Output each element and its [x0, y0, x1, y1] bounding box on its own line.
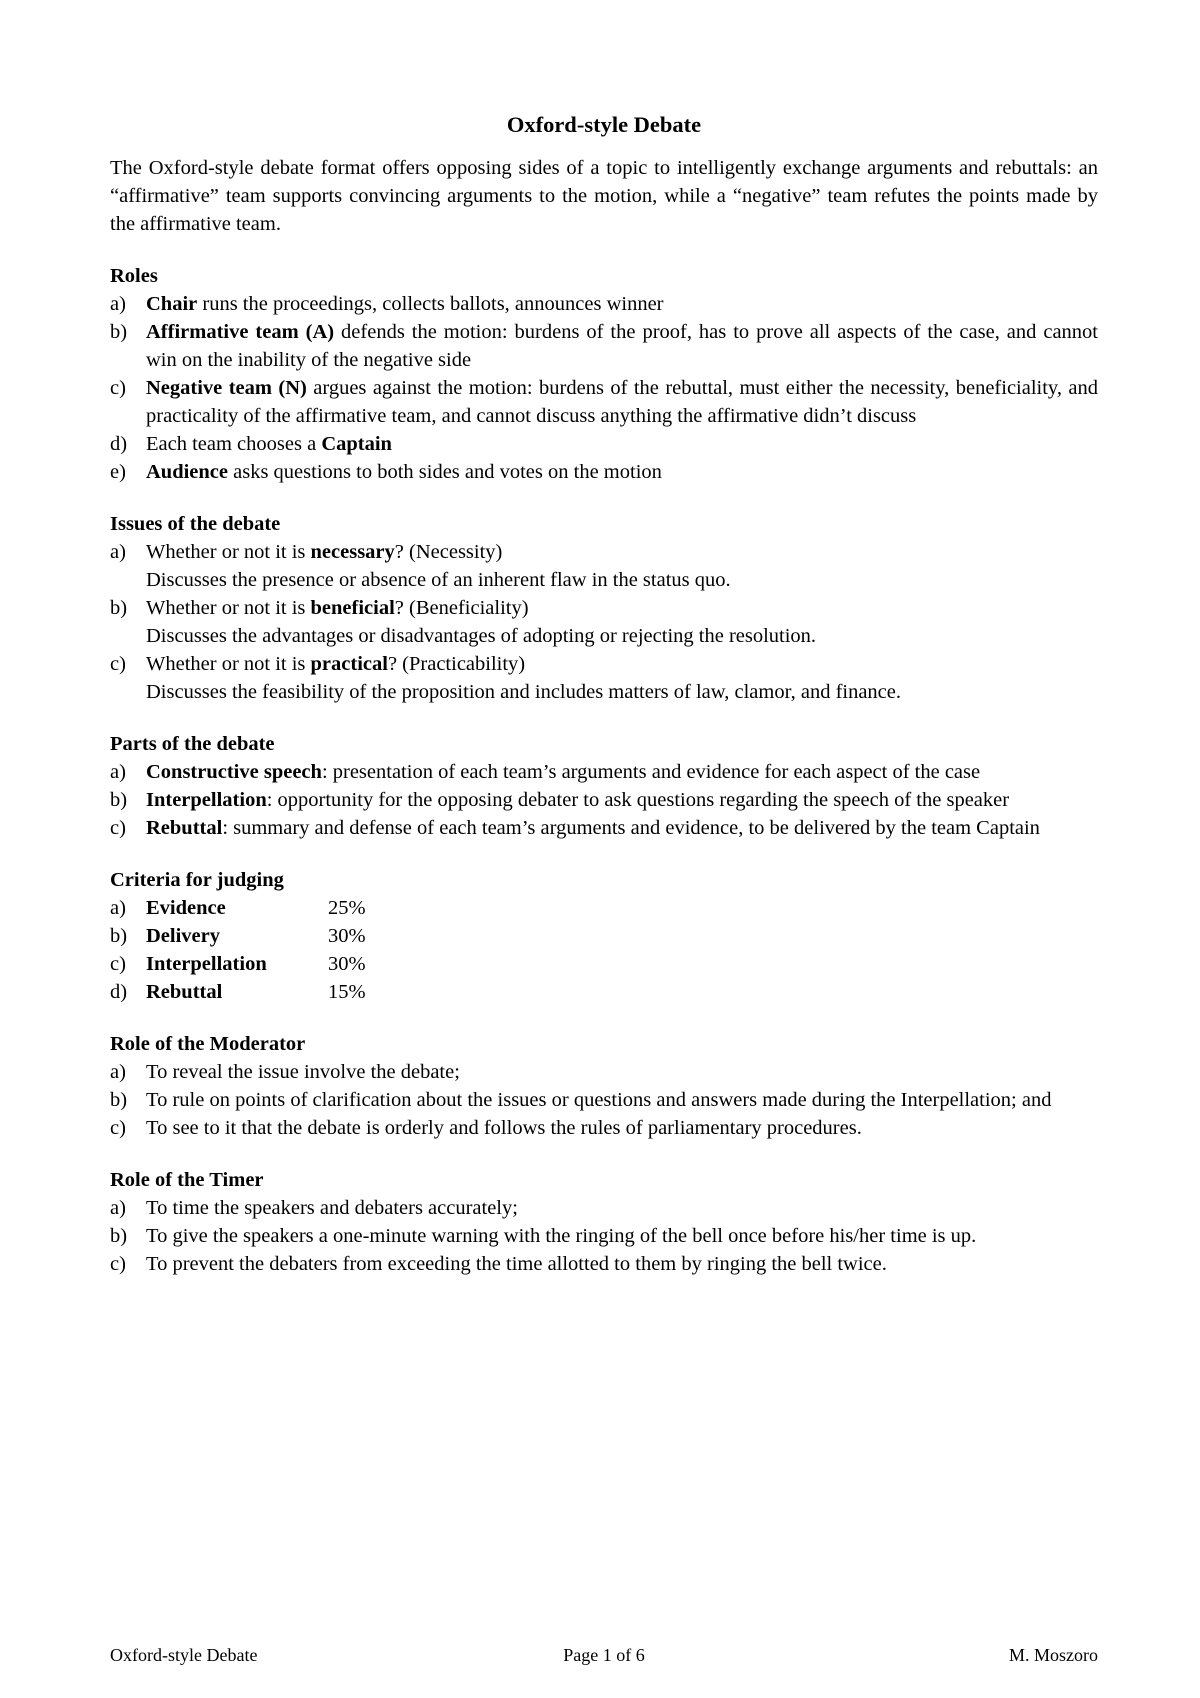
issue-detail: Discusses the advantages or disadvantages of adopting or rejecting the resolution.	[146, 625, 817, 647]
moderator-duty: To rule on points of clarification about the issues or questions and answers made during the Interpellation; and	[146, 1089, 1052, 1111]
issue-question-end: ? (Necessity)	[394, 541, 503, 563]
role-term: Negative team (N)	[146, 377, 307, 399]
role-term: Chair	[146, 293, 198, 315]
list-item	[110, 458, 1098, 486]
list-marker: b)	[110, 925, 128, 947]
parts-heading: Parts of the debate	[110, 733, 275, 755]
role-description: argues against the motion: burdens of the rebuttal, must either the necessity, beneficiality, and practicality of the affirmative team, and cannot discuss anything the affirmative didn’t discuss	[146, 377, 1098, 427]
moderator-list	[110, 1058, 1098, 1142]
timer-section	[110, 1166, 1098, 1278]
criterion-name: Rebuttal	[146, 981, 223, 1003]
footer-author: M. Moszoro	[1009, 1645, 1098, 1665]
list-marker: e)	[110, 461, 126, 483]
criteria-heading: Criteria for judging	[110, 869, 284, 891]
list-marker: a)	[110, 897, 126, 919]
timer-heading: Role of the Timer	[110, 1169, 264, 1191]
list-item	[110, 290, 1098, 318]
role-description: Each team chooses a	[146, 433, 322, 455]
list-item	[110, 978, 1098, 1006]
criterion-name: Delivery	[146, 925, 220, 947]
list-item	[110, 650, 1098, 706]
list-marker: b)	[110, 789, 128, 811]
list-marker: d)	[110, 981, 128, 1003]
list-marker: c)	[110, 653, 126, 675]
part-description: : summary and defense of each team’s arguments and evidence, to be delivered by the team Captain	[222, 817, 1040, 839]
issues-heading: Issues of the debate	[110, 513, 281, 535]
timer-duty: To prevent the debaters from exceeding the time allotted to them by ringing the bell twice.	[146, 1253, 887, 1275]
role-description: asks questions to both sides and votes on the motion	[228, 461, 662, 483]
part-term: Interpellation	[146, 789, 267, 811]
list-marker: c)	[110, 817, 126, 839]
list-marker: c)	[110, 1117, 126, 1139]
list-marker: c)	[110, 953, 126, 975]
list-marker: b)	[110, 321, 128, 343]
issues-list	[110, 538, 1098, 706]
list-item	[110, 1086, 1098, 1114]
list-item	[110, 538, 1098, 594]
issue-term: practical	[310, 653, 388, 675]
page-footer	[110, 1642, 1098, 1668]
list-item	[110, 922, 1098, 950]
issue-question: Whether or not it is	[146, 597, 311, 619]
issue-question-end: ? (Beneficiality)	[394, 597, 529, 619]
list-item	[110, 318, 1098, 374]
timer-list	[110, 1194, 1098, 1278]
criterion-name: Interpellation	[146, 953, 267, 975]
document-page	[110, 110, 1098, 1302]
issue-detail: Discusses the presence or absence of an inherent flaw in the status quo.	[146, 569, 731, 591]
list-marker: a)	[110, 541, 126, 563]
list-item	[110, 1194, 1098, 1222]
list-marker: d)	[110, 433, 128, 455]
role-term: Audience	[146, 461, 228, 483]
issue-term: necessary	[310, 541, 395, 563]
part-description: : presentation of each team’s arguments and evidence for each aspect of the case	[321, 761, 981, 783]
list-item	[110, 950, 1098, 978]
role-description: runs the proceedings, collects ballots, announces winner	[197, 293, 664, 315]
timer-duty: To time the speakers and debaters accurately;	[146, 1197, 518, 1219]
moderator-duty: To see to it that the debate is orderly and follows the rules of parliamentary procedures.	[146, 1117, 862, 1139]
list-item	[110, 814, 1098, 842]
role-description: defends the motion: burdens of the proof, has to prove all aspects of the case, and cannot win on the inability of the negative side	[146, 321, 1098, 371]
intro-paragraph: The Oxford-style debate format offers opposing sides of a topic to intelligently exchange arguments and rebuttals: an “affirmative” team supports convincing arguments to the motion, while a “negative” team refutes the points made by the affirmative team.	[110, 157, 1098, 235]
list-item	[110, 1222, 1098, 1250]
part-term: Rebuttal	[146, 817, 223, 839]
list-item	[110, 594, 1098, 650]
timer-duty: To give the speakers a one-minute warning with the ringing of the bell once before his/her time is up.	[146, 1225, 977, 1247]
issue-detail: Discusses the feasibility of the proposition and includes matters of law, clamor, and finance.	[146, 681, 902, 703]
list-marker: a)	[110, 1197, 126, 1219]
list-item	[110, 1058, 1098, 1086]
list-marker: b)	[110, 1225, 128, 1247]
list-marker: a)	[110, 293, 126, 315]
list-item	[110, 1114, 1098, 1142]
list-item	[110, 430, 1098, 458]
list-marker: c)	[110, 1253, 126, 1275]
issue-question: Whether or not it is	[146, 541, 311, 563]
parts-list	[110, 758, 1098, 842]
list-item	[110, 894, 1098, 922]
criterion-weight: 30%	[328, 925, 366, 947]
criterion-weight: 25%	[328, 897, 366, 919]
issue-question: Whether or not it is	[146, 653, 311, 675]
role-term: Captain	[321, 433, 392, 455]
moderator-heading: Role of the Moderator	[110, 1033, 306, 1055]
list-item	[110, 758, 1098, 786]
part-description: : opportunity for the opposing debater to ask questions regarding the speech of the speaker	[266, 789, 1010, 811]
list-marker: a)	[110, 761, 126, 783]
footer-document-title: Oxford-style Debate	[110, 1645, 258, 1665]
criterion-weight: 30%	[328, 953, 366, 975]
list-marker: b)	[110, 1089, 128, 1111]
page-title: Oxford-style Debate	[506, 112, 702, 137]
list-marker: c)	[110, 377, 126, 399]
role-term: Affirmative team (A)	[146, 321, 335, 343]
list-item	[110, 1250, 1098, 1278]
issues-section	[110, 510, 1098, 706]
list-item	[110, 374, 1098, 430]
criterion-name: Evidence	[146, 897, 226, 919]
issue-term: beneficial	[310, 597, 395, 619]
moderator-duty: To reveal the issue involve the debate;	[146, 1061, 460, 1083]
part-term: Constructive speech	[146, 761, 322, 783]
criteria-list	[110, 894, 1098, 1006]
roles-list	[110, 290, 1098, 486]
criteria-section	[110, 866, 1098, 1006]
issue-question-end: ? (Practicability)	[387, 653, 526, 675]
list-marker: b)	[110, 597, 128, 619]
list-marker: a)	[110, 1061, 126, 1083]
roles-section	[110, 262, 1098, 486]
list-item	[110, 786, 1098, 814]
roles-heading: Roles	[110, 265, 158, 287]
parts-section	[110, 730, 1098, 842]
moderator-section	[110, 1030, 1098, 1142]
criterion-weight: 15%	[328, 981, 366, 1003]
footer-page-number: Page 1 of 6	[563, 1645, 645, 1665]
